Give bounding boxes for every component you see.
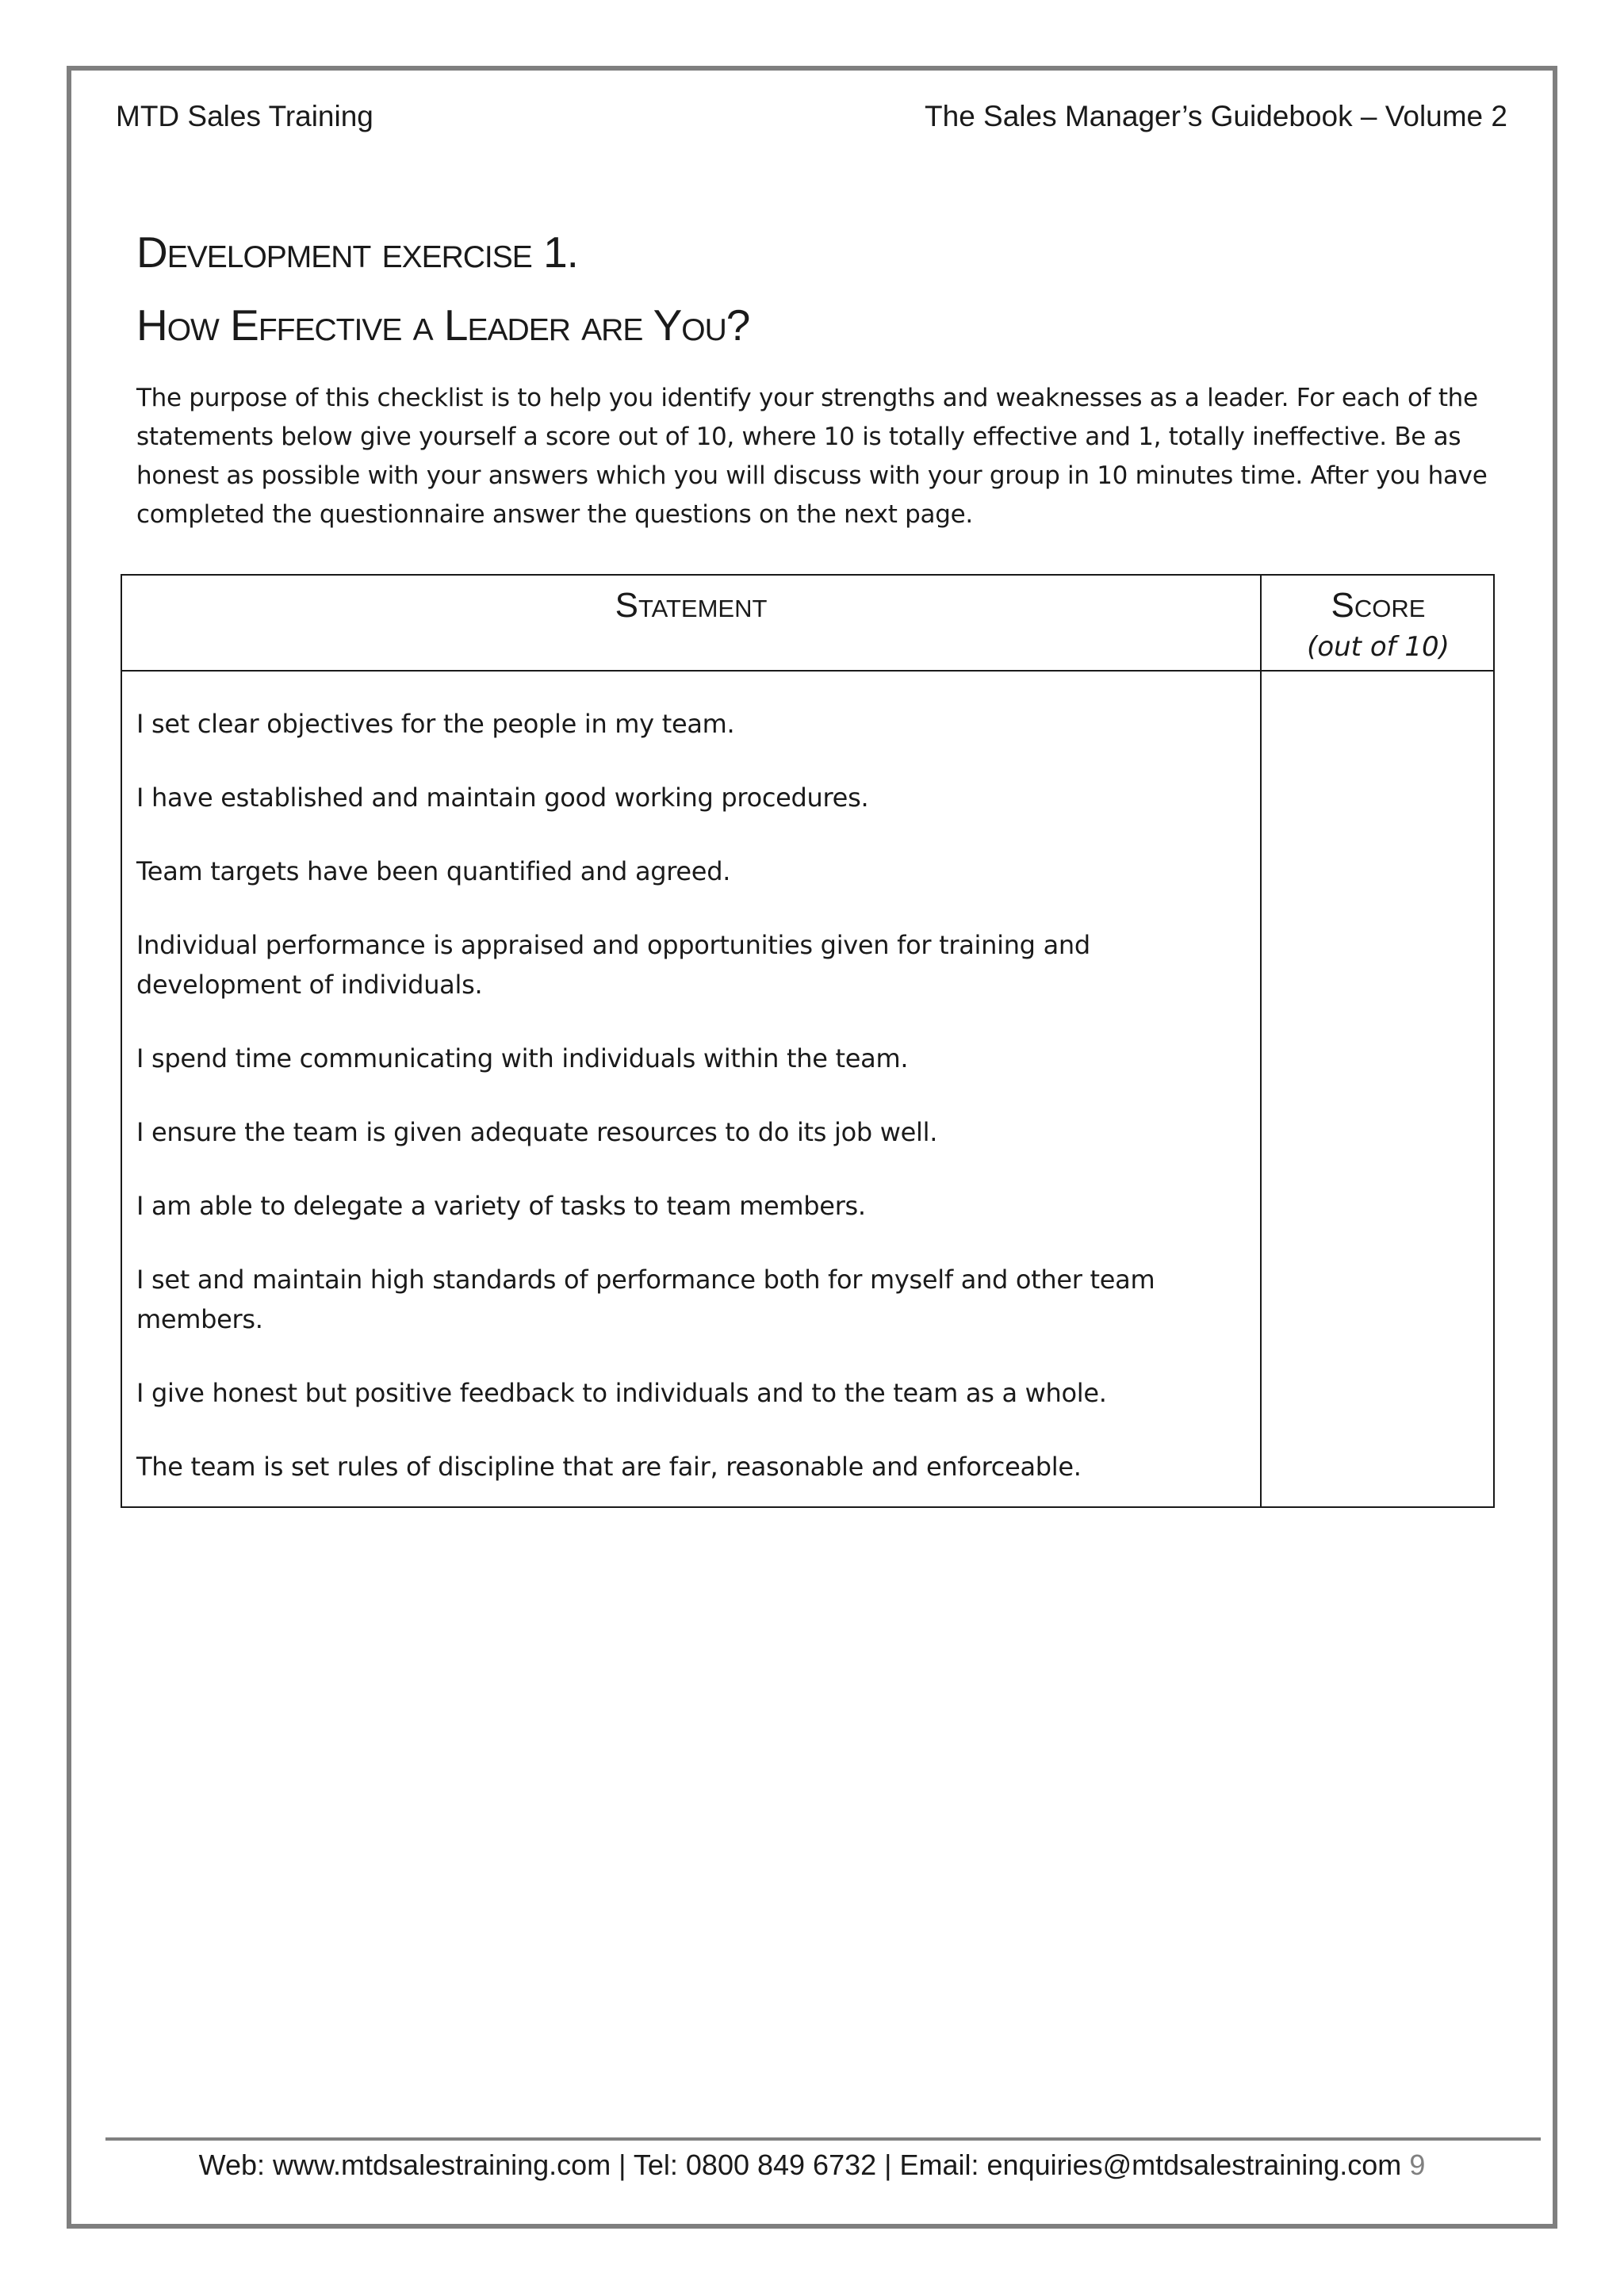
statement-item: Team targets have been quantified and agreed.: [136, 856, 731, 886]
statement-list: [136, 704, 1247, 1521]
footer-rule: [105, 2137, 1541, 2141]
statement-item: I set clear objectives for the people in my team.: [136, 709, 735, 739]
statement-item: I spend time communicating with individuals within the team.: [136, 1043, 909, 1073]
footer-contact: Web: www.mtdsalestraining.com | Tel: 0800 849 6732 | Email: enquiries@mtdsalestraining.com: [198, 2149, 1402, 2181]
score-column-header: Score: [1331, 586, 1426, 625]
statement-item: I give honest but positive feedback to individuals and to the team as a whole.: [136, 1378, 1107, 1408]
statement-item: Individual performance is appraised and opportunities given for training and development of individuals.: [136, 930, 1090, 1000]
statement-item: The team is set rules of discipline that are fair, reasonable and enforceable.: [136, 1452, 1082, 1482]
statement-item: I ensure the team is given adequate resources to do its job well.: [136, 1117, 938, 1147]
statement-item: I have established and maintain good working procedures.: [136, 783, 869, 813]
column-divider: [1260, 576, 1262, 1506]
intro-paragraph: The purpose of this checklist is to help you identify your strengths and weaknesses as a leader. For each of the statements below give yourself a score out of 10, where 10 is totally effective and 1, totally ineffective. Be as honest as possible with your answers which you will discuss with your group in 10 minutes time. After you have completed the questionnaire answer the questions on the next page.: [136, 384, 1488, 529]
header-divider: [122, 670, 1493, 672]
header-book-title: The Sales Manager’s Guidebook – Volume 2: [925, 100, 1507, 132]
score-column-subheader: (out of 10): [1307, 631, 1450, 663]
header-company-name: MTD Sales Training: [116, 100, 373, 132]
title-line-exercise: Development exercise 1.: [136, 228, 578, 277]
page-footer: [0, 2145, 1624, 2185]
statement-column-header: Statement: [615, 586, 768, 625]
page-number: 9: [1409, 2149, 1426, 2181]
checklist-table: [121, 574, 1495, 1508]
statement-item: I set and maintain high standards of performance both for myself and other team members.: [136, 1265, 1155, 1334]
statement-item: I am able to delegate a variety of tasks to team members.: [136, 1191, 866, 1221]
title-line-question: How Effective a Leader are You?: [136, 300, 750, 350]
page-title: [136, 216, 749, 362]
